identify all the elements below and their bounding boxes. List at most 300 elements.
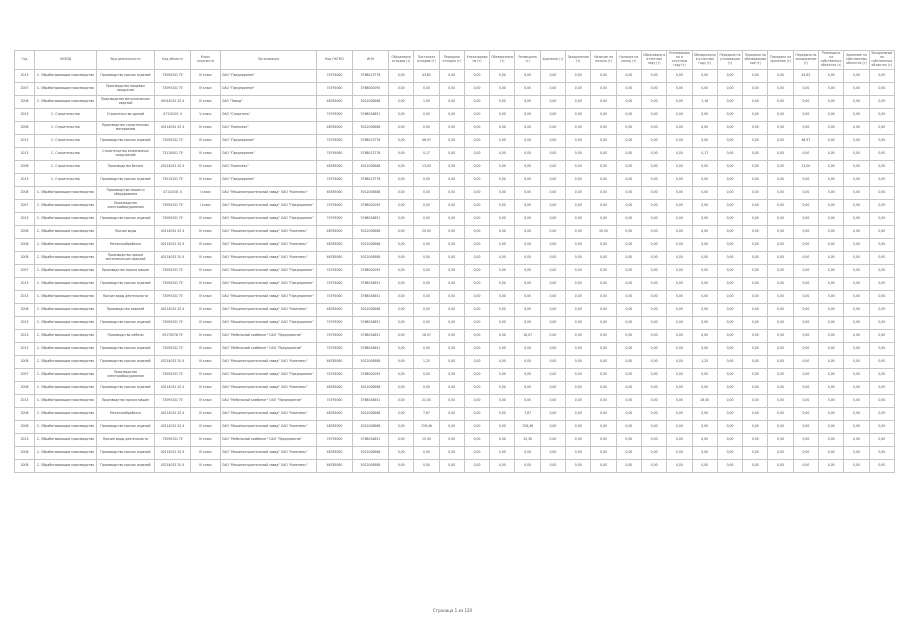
value-cell: 0,00 <box>844 70 869 83</box>
value-cell: 0,00 <box>793 278 818 291</box>
organization-cell: ОАО "Машиностроительный завод" ОАО "Предприятие" <box>221 200 317 213</box>
value-cell: 0,00 <box>743 213 768 226</box>
organization-cell: ОАО "Завод" <box>221 96 317 109</box>
value-cell: 0,00 <box>743 200 768 213</box>
okved-cell: С. Обрабатывающие производства <box>35 265 97 278</box>
value-cell: 0,00 <box>743 330 768 343</box>
value-cell: 0,00 <box>490 330 515 343</box>
value-cell: 0,00 <box>490 135 515 148</box>
value-cell: 0,00 <box>414 447 439 460</box>
value-cell: 0,00 <box>667 70 692 83</box>
value-cell: 0,00 <box>641 304 666 317</box>
value-cell: 0,00 <box>869 421 894 434</box>
object-code-cell: 40114031 20 4 <box>155 252 191 265</box>
value-cell: 0,00 <box>641 395 666 408</box>
hazard-class-cell: IV класс <box>191 382 221 395</box>
table-row <box>15 135 895 148</box>
value-cell: 0,00 <box>490 161 515 174</box>
value-cell: 0,00 <box>869 70 894 83</box>
inn-cell: 5768013778 <box>353 135 389 148</box>
value-cell: 0,00 <box>540 421 565 434</box>
oktmo-cell: 74795000 <box>317 395 353 408</box>
column-header: Захоронение на собственных объектах (т) <box>869 51 894 70</box>
value-cell: 0,00 <box>540 109 565 122</box>
value-cell: 0,00 <box>464 252 489 265</box>
value-cell: 0,00 <box>768 265 793 278</box>
value-cell: 0,00 <box>616 356 641 369</box>
value-cell: 0,00 <box>641 83 666 96</box>
hazard-class-cell: IV класс <box>191 421 221 434</box>
inn-cell: 5768013778 <box>353 70 389 83</box>
value-cell: 0,00 <box>717 408 742 421</box>
value-cell: 0,00 <box>717 109 742 122</box>
year-cell: 2013 <box>15 213 35 226</box>
okved-cell: С. Обрабатывающие производства <box>35 291 97 304</box>
value-cell: 0,00 <box>641 96 666 109</box>
value-cell: 0,00 <box>869 304 894 317</box>
year-cell: 2008 <box>15 447 35 460</box>
okved-cell: С. Обрабатывающие производства <box>35 70 97 83</box>
inn-cell: 5768034851 <box>353 434 389 447</box>
value-cell: 0,00 <box>667 174 692 187</box>
value-cell: 0,00 <box>464 109 489 122</box>
value-cell: 0,00 <box>566 122 591 135</box>
value-cell: 0,00 <box>566 408 591 421</box>
value-cell: 0,00 <box>464 200 489 213</box>
column-header: Организация <box>221 51 317 70</box>
value-cell: 0,00 <box>743 226 768 239</box>
value-cell: 0,00 <box>540 265 565 278</box>
value-cell: 1,16 <box>692 96 717 109</box>
value-cell: 0,00 <box>616 83 641 96</box>
value-cell: 0,00 <box>768 395 793 408</box>
value-cell: 0,00 <box>591 96 616 109</box>
activity-cell: Производство прочих изделий <box>97 382 155 395</box>
value-cell: 0,00 <box>490 460 515 473</box>
value-cell: 0,17 <box>692 148 717 161</box>
value-cell: 0,00 <box>616 174 641 187</box>
value-cell: 0,00 <box>566 304 591 317</box>
value-cell: 0,00 <box>540 252 565 265</box>
value-cell: 0,00 <box>389 460 414 473</box>
oktmo-cell: 46785000 <box>317 239 353 252</box>
value-cell: 0,00 <box>844 408 869 421</box>
organization-cell: ОАО "Машиностроительный завод" ОАО "Комплекс" <box>221 252 317 265</box>
table-body <box>15 70 895 473</box>
inn-cell: 5012008588 <box>353 304 389 317</box>
activity-cell: Производство прочих изделий <box>97 356 155 369</box>
value-cell: 0,00 <box>844 304 869 317</box>
okved-cell: С. Строительство <box>35 135 97 148</box>
value-cell: 0,00 <box>793 369 818 382</box>
hazard-class-cell: I класс <box>191 187 221 200</box>
value-cell: 0,00 <box>793 434 818 447</box>
value-cell: 0,00 <box>389 382 414 395</box>
year-cell: 2013 <box>15 317 35 330</box>
value-cell: 0,00 <box>844 200 869 213</box>
value-cell: 0,00 <box>591 213 616 226</box>
value-cell: 0,00 <box>540 330 565 343</box>
value-cell: 0,00 <box>515 382 540 395</box>
table-row <box>15 83 895 96</box>
table-row <box>15 343 895 356</box>
value-cell: 0,00 <box>464 187 489 200</box>
value-cell: 0,00 <box>439 161 464 174</box>
value-cell: 0,00 <box>540 291 565 304</box>
table-row <box>15 304 895 317</box>
object-code-cell: 40114031 20 4 <box>155 408 191 421</box>
object-code-cell: 73590331 ТУ <box>155 135 191 148</box>
inn-cell: 5768034851 <box>353 317 389 330</box>
value-cell: 0,00 <box>616 330 641 343</box>
value-cell: 0,00 <box>515 135 540 148</box>
value-cell: 0,00 <box>793 330 818 343</box>
value-cell: 0,00 <box>540 226 565 239</box>
value-cell: 0,00 <box>515 239 540 252</box>
value-cell: 1,25 <box>414 356 439 369</box>
value-cell: 0,00 <box>641 317 666 330</box>
value-cell: 0,00 <box>793 382 818 395</box>
value-cell: 0,00 <box>389 96 414 109</box>
value-cell: 46,97 <box>793 135 818 148</box>
value-cell: 0,00 <box>414 317 439 330</box>
organization-cell: ОАО "Машиностроительный завод" ОАО "Предприятие" <box>221 213 317 226</box>
value-cell: 0,00 <box>540 187 565 200</box>
value-cell: 0,00 <box>667 122 692 135</box>
value-cell: 0,00 <box>566 83 591 96</box>
activity-cell: Производство машин и оборудования <box>97 187 155 200</box>
oktmo-cell: 74795000 <box>317 70 353 83</box>
value-cell: 0,00 <box>641 278 666 291</box>
table-row <box>15 447 895 460</box>
value-cell: 0,00 <box>819 382 844 395</box>
hazard-class-cell: IV класс <box>191 291 221 304</box>
organization-cell: ОАО "Машиностроительный завод" ОАО "Предприятие" <box>221 317 317 330</box>
column-header: Год <box>15 51 35 70</box>
year-cell: 2008 <box>15 460 35 473</box>
okved-cell: С. Обрабатывающие производства <box>35 96 97 109</box>
inn-cell: 5012008588 <box>353 460 389 473</box>
value-cell: 0,00 <box>819 421 844 434</box>
value-cell: 0,00 <box>819 408 844 421</box>
value-cell: 0,00 <box>616 109 641 122</box>
value-cell: 0,00 <box>869 83 894 96</box>
value-cell: 0,00 <box>793 252 818 265</box>
value-cell: 0,00 <box>869 226 894 239</box>
okved-cell: С. Обрабатывающие производства <box>35 460 97 473</box>
value-cell: 0,00 <box>490 382 515 395</box>
value-cell: 0,00 <box>439 382 464 395</box>
value-cell: 0,00 <box>819 109 844 122</box>
value-cell: 0,00 <box>717 239 742 252</box>
value-cell: 0,00 <box>389 148 414 161</box>
year-cell: 2007 <box>15 83 35 96</box>
value-cell: 0,00 <box>667 278 692 291</box>
value-cell: 0,00 <box>566 291 591 304</box>
value-cell: 0,00 <box>490 343 515 356</box>
year-cell: 2013 <box>15 395 35 408</box>
hazard-class-cell: IV класс <box>191 174 221 187</box>
value-cell: 0,00 <box>869 200 894 213</box>
value-cell: 0,00 <box>844 187 869 200</box>
value-cell: 0,00 <box>819 83 844 96</box>
value-cell: 728,46 <box>414 421 439 434</box>
value-cell: 0,00 <box>692 330 717 343</box>
value-cell: 0,00 <box>566 434 591 447</box>
value-cell: 0,00 <box>464 174 489 187</box>
column-header: Образовано отходов (т) <box>389 51 414 70</box>
value-cell: 0,00 <box>616 135 641 148</box>
value-cell: 0,00 <box>490 213 515 226</box>
value-cell: 0,00 <box>439 460 464 473</box>
value-cell: 0,00 <box>389 83 414 96</box>
value-cell: 0,00 <box>768 226 793 239</box>
oktmo-cell: 46785000 <box>317 382 353 395</box>
value-cell: 0,00 <box>515 369 540 382</box>
value-cell: 0,00 <box>768 122 793 135</box>
value-cell: 0,00 <box>793 421 818 434</box>
value-cell: 0,00 <box>641 343 666 356</box>
value-cell: 0,00 <box>389 200 414 213</box>
value-cell: 0,00 <box>717 83 742 96</box>
value-cell: 15,30 <box>414 434 439 447</box>
object-code-cell: 73590331 ТУ <box>155 265 191 278</box>
value-cell: 0,00 <box>819 174 844 187</box>
value-cell: 0,00 <box>641 460 666 473</box>
value-cell: 0,00 <box>768 382 793 395</box>
value-cell: 0,00 <box>414 460 439 473</box>
value-cell: 0,00 <box>464 291 489 304</box>
value-cell: 0,00 <box>819 135 844 148</box>
value-cell: 0,00 <box>717 278 742 291</box>
value-cell: 0,00 <box>490 265 515 278</box>
value-cell: 0,00 <box>591 148 616 161</box>
value-cell: 0,00 <box>591 408 616 421</box>
inn-cell: 5768002095 <box>353 369 389 382</box>
object-code-cell: 73590331 ТУ <box>155 434 191 447</box>
value-cell: 0,00 <box>566 278 591 291</box>
value-cell: 0,00 <box>692 304 717 317</box>
object-code-cell: 73590331 ТУ <box>155 395 191 408</box>
value-cell: 0,00 <box>591 434 616 447</box>
hazard-class-cell: IV класс <box>191 447 221 460</box>
value-cell: 0,00 <box>389 434 414 447</box>
value-cell: 0,00 <box>641 109 666 122</box>
value-cell: 0,00 <box>540 148 565 161</box>
value-cell: 0,00 <box>743 382 768 395</box>
value-cell: 0,00 <box>743 122 768 135</box>
value-cell: 0,00 <box>768 187 793 200</box>
organization-cell: ОАО "Комплекс" <box>221 161 317 174</box>
value-cell: 0,00 <box>844 96 869 109</box>
object-code-cell: 73590331 ТУ <box>155 343 191 356</box>
value-cell: 0,00 <box>464 369 489 382</box>
value-cell: 0,00 <box>793 200 818 213</box>
column-header: Обезврежено в отчетном году (т) <box>692 51 717 70</box>
value-cell: 0,00 <box>743 356 768 369</box>
value-cell: 0,00 <box>439 213 464 226</box>
value-cell: 0,00 <box>869 408 894 421</box>
value-cell: 0,00 <box>743 460 768 473</box>
value-cell: 0,00 <box>616 161 641 174</box>
value-cell: 0,00 <box>768 213 793 226</box>
value-cell: 0,00 <box>540 356 565 369</box>
activity-cell: Металлообработка <box>97 408 155 421</box>
object-code-cell: 73590331 ТУ <box>155 213 191 226</box>
value-cell: 0,00 <box>667 395 692 408</box>
value-cell: 0,00 <box>844 278 869 291</box>
value-cell: 0,00 <box>616 369 641 382</box>
table-row <box>15 382 895 395</box>
year-cell: 2008 <box>15 304 35 317</box>
activity-cell: Производство электрооборудования <box>97 200 155 213</box>
value-cell: 0,00 <box>717 317 742 330</box>
value-cell: 0,00 <box>616 304 641 317</box>
organization-cell: ОАО "Предприятие" <box>221 83 317 96</box>
value-cell: 0,00 <box>540 447 565 460</box>
hazard-class-cell: IV класс <box>191 278 221 291</box>
oktmo-cell: 74795000 <box>317 291 353 304</box>
value-cell: 0,00 <box>389 161 414 174</box>
organization-cell: ОАО "Машиностроительный завод" ОАО "Комплекс" <box>221 304 317 317</box>
value-cell: 0,00 <box>869 395 894 408</box>
value-cell: 0,00 <box>490 317 515 330</box>
value-cell: 0,00 <box>768 278 793 291</box>
value-cell: 0,00 <box>641 213 666 226</box>
value-cell: 0,00 <box>566 70 591 83</box>
value-cell: 0,00 <box>515 226 540 239</box>
value-cell: 0,00 <box>439 174 464 187</box>
value-cell: 0,00 <box>591 252 616 265</box>
value-cell: 0,00 <box>869 252 894 265</box>
table-row <box>15 291 895 304</box>
value-cell: 0,00 <box>389 304 414 317</box>
value-cell: 0,00 <box>844 356 869 369</box>
value-cell: 0,00 <box>616 213 641 226</box>
value-cell: 0,00 <box>819 343 844 356</box>
value-cell: 0,00 <box>768 447 793 460</box>
value-cell: 0,00 <box>439 343 464 356</box>
value-cell: 0,00 <box>844 83 869 96</box>
inn-cell: 5768034851 <box>353 109 389 122</box>
year-cell: 2013 <box>15 109 35 122</box>
table-row <box>15 213 895 226</box>
okved-cell: С. Строительство <box>35 161 97 174</box>
value-cell: 0,00 <box>591 291 616 304</box>
value-cell: 0,00 <box>616 252 641 265</box>
value-cell: 0,00 <box>591 447 616 460</box>
object-code-cell: 73590331 ТУ <box>155 70 191 83</box>
value-cell: 0,00 <box>768 330 793 343</box>
value-cell: 0,00 <box>591 122 616 135</box>
value-cell: 0,00 <box>819 187 844 200</box>
value-cell: 0,00 <box>844 343 869 356</box>
organization-cell: ОАО "Мебельный комбинат" ОАО "Предприятие" <box>221 330 317 343</box>
organization-cell: ОАО "Машиностроительный завод" ОАО "Комплекс" <box>221 382 317 395</box>
column-header: Захоронение (т) <box>566 51 591 70</box>
value-cell: 0,00 <box>717 148 742 161</box>
table-row <box>15 278 895 291</box>
value-cell: 21,00 <box>414 395 439 408</box>
inn-cell: 5768002095 <box>353 83 389 96</box>
value-cell: 0,00 <box>793 83 818 96</box>
value-cell: 0,00 <box>844 213 869 226</box>
value-cell: 0,00 <box>616 96 641 109</box>
value-cell: 0,00 <box>464 122 489 135</box>
value-cell: 0,00 <box>743 252 768 265</box>
object-code-cell: 73590331 ТУ <box>155 291 191 304</box>
value-cell: 0,00 <box>692 278 717 291</box>
column-header: Обезврежено (т) <box>490 51 515 70</box>
value-cell: 0,00 <box>439 109 464 122</box>
value-cell: 0,00 <box>414 83 439 96</box>
value-cell: 0,00 <box>869 148 894 161</box>
value-cell: 0,00 <box>641 291 666 304</box>
activity-cell: Прочие виды деятельности <box>97 434 155 447</box>
organization-cell: ОАО "Машиностроительный завод" ОАО "Комплекс" <box>221 408 317 421</box>
year-cell: 2013 <box>15 291 35 304</box>
okved-cell: С. Обрабатывающие производства <box>35 356 97 369</box>
value-cell: 0,00 <box>869 317 894 330</box>
value-cell: 0,00 <box>692 343 717 356</box>
table-row <box>15 369 895 382</box>
hazard-class-cell: IV класс <box>191 148 221 161</box>
okved-cell: С. Обрабатывающие производства <box>35 252 97 265</box>
value-cell: 0,00 <box>414 252 439 265</box>
activity-cell: Строительство зданий <box>97 109 155 122</box>
value-cell: 0,00 <box>743 278 768 291</box>
year-cell: 2008 <box>15 252 35 265</box>
organization-cell: ОАО "Предприятие" <box>221 135 317 148</box>
value-cell: 0,00 <box>591 135 616 148</box>
value-cell: 0,00 <box>717 135 742 148</box>
value-cell: 0,00 <box>414 304 439 317</box>
value-cell: 0,00 <box>641 135 666 148</box>
value-cell: 0,00 <box>439 265 464 278</box>
header-row <box>15 51 895 70</box>
value-cell: 0,00 <box>566 148 591 161</box>
activity-cell: Прочие виды деятельности <box>97 291 155 304</box>
value-cell: 0,00 <box>717 460 742 473</box>
value-cell: 0,00 <box>768 408 793 421</box>
object-code-cell: 73590331 ТУ <box>155 83 191 96</box>
year-cell: 2008 <box>15 239 35 252</box>
value-cell: 0,00 <box>869 447 894 460</box>
value-cell: 0,00 <box>844 434 869 447</box>
oktmo-cell: 74795000 <box>317 83 353 96</box>
year-cell: 2013 <box>15 174 35 187</box>
value-cell: 0,00 <box>540 369 565 382</box>
inn-cell: 5768013778 <box>353 174 389 187</box>
value-cell: 0,00 <box>515 278 540 291</box>
value-cell: 0,00 <box>515 213 540 226</box>
oktmo-cell: 74795000 <box>317 330 353 343</box>
table-row <box>15 226 895 239</box>
column-header: Утилизировано (т) <box>464 51 489 70</box>
oktmo-cell: 74795000 <box>317 369 353 382</box>
okved-cell: С. Обрабатывающие производства <box>35 343 97 356</box>
value-cell: 0,00 <box>490 369 515 382</box>
hazard-class-cell: IV класс <box>191 317 221 330</box>
value-cell: 0,00 <box>667 148 692 161</box>
value-cell: 0,00 <box>717 213 742 226</box>
value-cell: 43,82 <box>414 70 439 83</box>
activity-cell: Производство прочих металлических изделий <box>97 252 155 265</box>
column-header: Код объекта <box>155 51 191 70</box>
oktmo-cell: 74795000 <box>317 200 353 213</box>
table-row <box>15 161 895 174</box>
column-header: Класс опасности <box>191 51 221 70</box>
